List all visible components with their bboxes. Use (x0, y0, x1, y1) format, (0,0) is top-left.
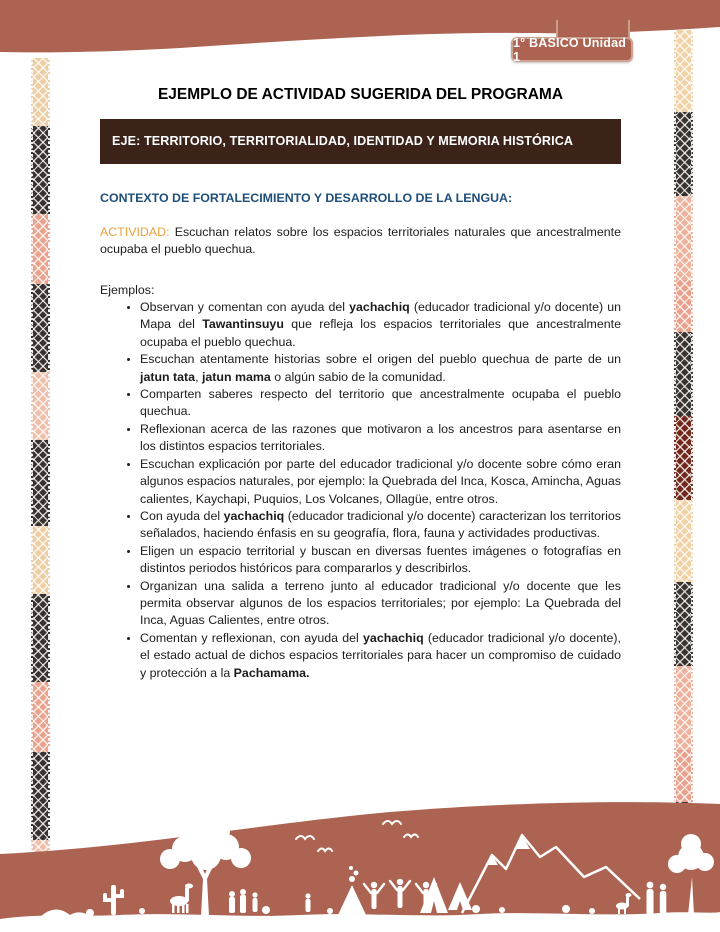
bullet-item: • Comentan y reflexionan, con ayuda del yachachiq (educador tradicional y/o docente), el estado actual de dichos espacios territoriales para hacer un compromiso de cuidado y protección a la Pachamama. (140, 630, 621, 682)
bullet-item: • Comparten saberes respecto del territorio que ancestralmente ocupaba el pueblo quechua. (140, 386, 621, 421)
unit-badge-label: 1° BÁSICO Unidad 1 (513, 35, 627, 64)
bullet-item: • Reflexionan acerca de las razones que motivaron a los ancestros para asentarse en los distintos espacios territoriales. (140, 421, 621, 456)
bullet-item: • Observan y comentan con ayuda del yachachiq (educador tradicional y/o docente) un Mapa del Tawantinsuyu que refleja los espacios territoriales que ancestralmente ocupaba el pueblo quechua. (140, 299, 621, 351)
bullet-item: • Escuchan atentamente historias sobre el origen del pueblo quechua de parte de un jatun tata, jatun mama o algún sabio de la comunidad. (140, 351, 621, 386)
bullet-item: • Escuchan explicación por parte del educador tradicional y/o docente sobre cómo eran algunos espacios naturales, por ejemplo: la Quebrada del Inca, Kosca, Amincha, Aguas calientes, Kaychapi, Puquios, Los Volcanes, Ollagüe, entre otros. (140, 456, 621, 508)
eje-banner-label: EJE: TERRITORIO, TERRITORIALIDAD, IDENTIDAD Y MEMORIA HISTÓRICA (112, 134, 574, 149)
eje-banner (100, 119, 621, 164)
right-textile-border (674, 30, 693, 836)
examples-list (100, 299, 621, 682)
activity-text: Escuchan relatos sobre los espacios territoriales naturales que ancestralmente ocupaba el pueblo quechua. (100, 224, 621, 257)
unit-badge (511, 37, 633, 62)
activity-paragraph (100, 224, 621, 259)
bullet-item: • Con ayuda del yachachiq (educador tradicional y/o docente) caracterizan los territorios señalados, haciendo énfasis en su geografía, flora, fauna y actividades productivas. (140, 508, 621, 543)
page-content (100, 86, 621, 682)
bullet-item: • Organizan una salida a terreno junto al educador tradicional y/o docente que les permita observar algunos de los espacios territoriales; por ejemplo: La Quebrada del Inca, Aguas Calientes, entre otros. (140, 578, 621, 630)
examples-label: Ejemplos: (100, 282, 155, 297)
bullet-item: • Eligen un espacio territorial y buscan en diversas fuentes imágenes o fotografías en distintos periodos históricos para compararlos y describirlos. (140, 543, 621, 578)
footer-artwork (0, 797, 720, 932)
left-textile-border (31, 58, 50, 852)
page-title: EJEMPLO DE ACTIVIDAD SUGERIDA DEL PROGRAMA (157, 86, 564, 103)
activity-label: ACTIVIDAD: (100, 224, 170, 239)
context-heading: CONTEXTO DE FORTALECIMIENTO Y DESARROLLO DE LA LENGUA: (100, 191, 513, 206)
